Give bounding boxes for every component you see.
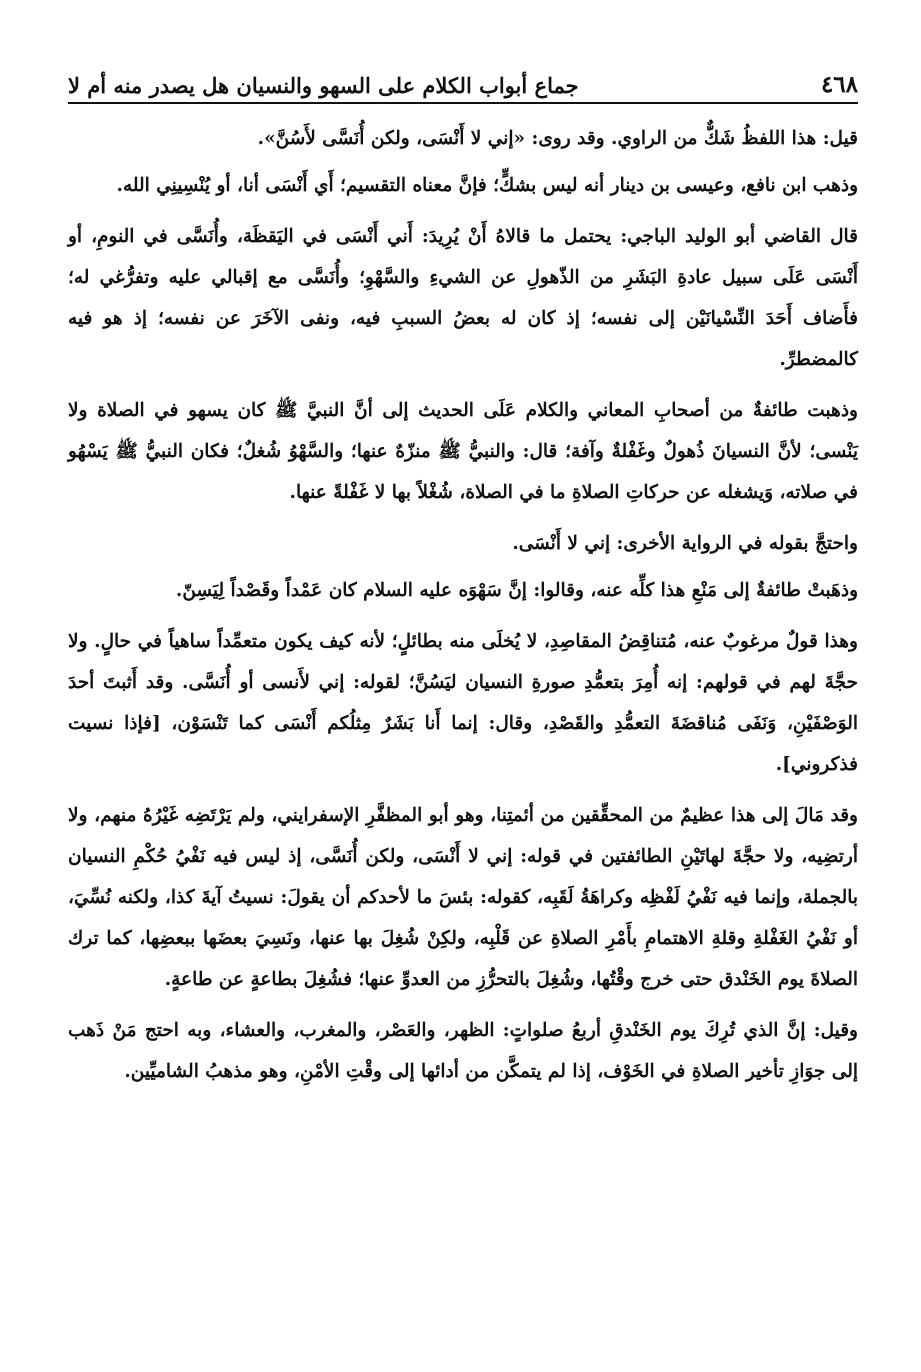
page-header xyxy=(68,58,858,104)
paragraph: وقيل: إنَّ الذي تُرِكَ يوم الخَنْدقِ أربعُ صلواتٍ: الظهر، والعَصْر، والمغرب، والعشاء، وبه احتج مَنْ ذَهب إلى جوَازِ تأخير الصلاةِ في الخَوْف، إذا لم يتمكَّن من أدائها إلى وقْتِ الأمْنِ، وهو مذهبُ الشاميِّين. xyxy=(68,1020,858,1082)
paragraph: قيل: هذا اللفظُ شَكٌّ من الراوي. وقد روى: «إني لا أَنْسَى، ولكن أُنَسَّى لأَسُنَّ». xyxy=(257,128,858,149)
paragraph: وذهَبتْ طائفةٌ إلى مَنْعِ هذا كلِّه عنه، وقالوا: إنَّ سَهْوَه عليه السلام كان عَمْداً وقَصْداً لِيَسِنّ. xyxy=(175,580,858,601)
paragraph: وقد مَالَ إلى هذا عظيمٌ من المحقِّقين من أئمتِنا، وهو أبو المظفَّرِ الإسفرايني، ولم يَرْتَضِه غَيْرُهُ منهم، ولا أرتضِيه، ولا حجَّةَ لهاتَيْنِ الطائفتين في قوله: إني لا أَنْسَى، ولكن أُنَسَّى، إذ ليس فيه نَفْيُ حُكْمِ النسيان بالجملة، وإنما فيه نَفْيُ لَفْظِه وكراهَةُ لَقَبِه، كقوله: بئسَ ما لأحدكم أن يقولَ: نسيتُ آيةَ كذا، ولكنه نُسِّيَ، أو نَفْيُ الغَفْلةِ وقلةِ الاهتمامِ بأَمْرِ الصلاةِ عن قَلْبِه، ولكِنْ شُغِلَ بها عنها، ونَسِيَ بعضَها ببعضِها، كما ترك الصلاةَ يوم الخَنْدق حتى خرج وقْتُها، وشُغِلَ بالتحرُّزِ من العدوِّ عنها؛ فشُغِلَ بطاعةٍ عن طاعةٍ. xyxy=(68,805,858,990)
paragraph: وذهب ابن نافع، وعيسى بن دينار أنه ليس بشكٍّ؛ فإنَّ معناه التقسيم؛ أَي أَنْسَى أنا، أو يُنْسِينِي الله. xyxy=(116,175,858,196)
paragraph: وذهبت طائفةٌ من أصحابِ المعاني والكلام عَلَى الحديث إلى أنَّ النبيَّ ﷺ كان يسهو في الصلاة ولا يَنْسى؛ لأنَّ النسيانَ ذُهولٌ وغَفْلةٌ وآفة؛ قال: والنبيُّ ﷺ منزّهٌ عنها؛ والسَّهْوُ شُغلٌ؛ فكان النبيُّ ﷺ يَسْهُو في صلاته، وَيشغله عن حركاتِ الصلاةِ ما في الصلاة، شُغْلاً بها لا غَفْلةً عنها. xyxy=(68,400,858,503)
paragraph: واحتجَّ بقوله في الرواية الأخرى: إني لا أَنْسَى. xyxy=(512,533,858,554)
running-title: جماع أبواب الكلام على السهو والنسيان هل يصدر منه أم لا xyxy=(68,73,579,98)
paragraph: وهذا قولٌ مرغوبٌ عنه، مُتناقِضُ المقاصِدِ، لا يُخلَى منه بطائلٍ؛ لأنه كيف يكون متعمِّداً ساهياً في حالٍ. ولا حجَّةَ لهم في قولهم: إنه أُمِرَ بتعمُّدِ صورةِ النسيان ليَسُنَّ؛ لقوله: إني لأَنسى أو أُنَسَّى. وقد أَثبتَ أحدَ الوَصْفَيْنِ، وَنَفَى مُناقضَةَ التعمُّدِ والقَصْدِ، وقال: إنما أَنا بَشَرٌ مِثلُكم أَنْسَى كما تَنْسَوْن، [فإذا نسيت فذكروني]. xyxy=(68,631,858,775)
page-number: ٤٦٨ xyxy=(820,71,858,98)
main-text xyxy=(68,118,858,1092)
book-page xyxy=(68,58,858,1102)
paragraph: قال القاضي أبو الوليد الباجي: يحتمل ما قالاهُ أَنْ يُرِيدَ: أَني أَنْسَى في اليَقظَة، وأُنَسَّى في النومِ، أو أَنْسَى عَلَى سبيل عادةِ البَشَرِ من الذّهولِ عن الشيءِ والسَّهْوِ؛ وأُنَسَّى مع إقبالي عليه وتفرُّغي له؛ فأَضاف أَحَدَ النِّسْيانَيْن إلى نفسه؛ إذ كان له بعضُ السببِ فيه، ونفى الآخَرَ عن نفسه؛ إذ هو فيه كالمضطرِّ. xyxy=(68,226,858,370)
